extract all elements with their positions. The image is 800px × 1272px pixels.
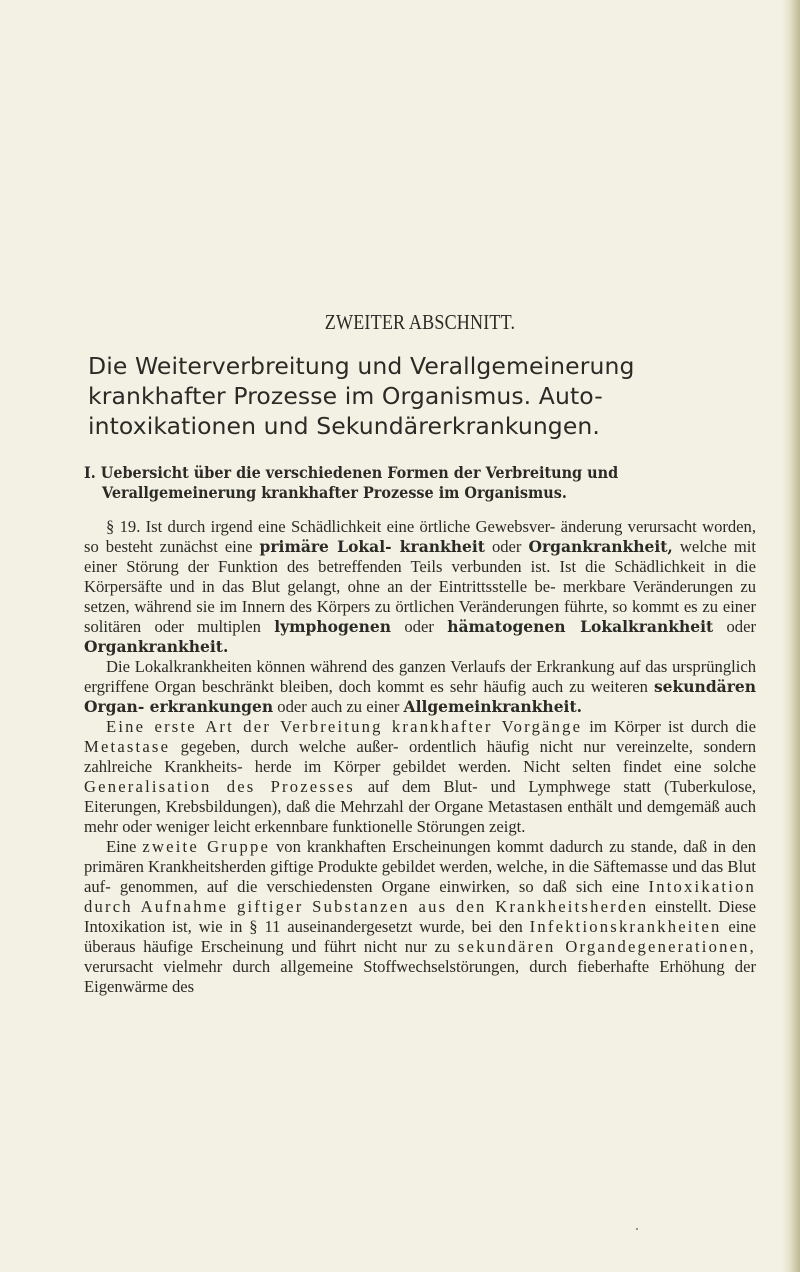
bold-term: sekundären Organ- erkrankungen [84,677,756,716]
spaced-term: zweite Gruppe [142,837,271,856]
text-run: einstellt. Diese Intoxikation ist, wie in § 11 auseinandergesetzt wurde, bei den [84,897,756,936]
text-run: verursacht vielmehr durch allgemeine Stoffwechselstörungen, durch fieberhafte Erhöhung der Eigenwärme des [84,957,756,996]
text-run: Die Lokalkrankheiten können während des ganzen Verlaufs der Erkrankung auf das ursprünglich ergriffene Organ beschränkt bleiben, doch kommt es sehr häufig auch zu weiteren [84,657,756,696]
spaced-term: Generalisation des Prozesses [84,777,355,796]
paragraph-19 [84,517,756,657]
subsection-title [84,463,755,503]
paragraph-lokalkrankheiten [84,657,756,717]
bold-term: Organkrankheit. [84,637,229,656]
text-run: oder [713,617,756,636]
subsection-title-line2: Verallgemeinerung krankhafter Prozesse im Organismus. [102,483,567,502]
text-run: § 19. Ist durch irgend eine Schädlichkeit eine örtliche Gewebsver- änderung verursacht worden, so besteht zunächst eine [84,517,756,556]
subsection-title-line1: I. Uebersicht über die verschiedenen Formen der Verbreitung und [84,463,619,482]
text-run: welche mit einer Störung der Funktion des betreffenden Teils verbunden ist. Ist die Schädlichkeit in die Körpersäfte und in das Blut gelangt, ohne an der Eintrittsstelle be- merkbare Veränderungen zu setzen, während sie im Innern des Körpers zu örtlichen Veränderungen führte, so kommt es zu einer solitären oder multiplen [84,537,756,636]
bold-term: primäre Lokal- krankheit [259,537,485,556]
bold-term: Organkrankheit, [528,537,673,556]
page-edge [782,0,800,1272]
bold-term: Allgemeinkrankheit. [403,697,583,716]
paragraph-intoxikation [84,837,756,997]
spaced-term: Eine erste Art der Verbreitung krankhafter Vorgänge [106,717,583,736]
text-run: gegeben, durch welche außer- ordentlich häufig nicht nur vereinzelte, sondern zahlreiche Krankheits- herde im Körper gebildet werden. Nicht selten findet eine solche [84,737,756,776]
spaced-term: Metastase [84,737,171,756]
paragraph-metastase [84,717,756,837]
text-run: Eine [106,837,143,856]
text-run: eine überaus häufige Erscheinung und führt nicht nur zu [84,917,756,956]
print-speck [636,1228,638,1230]
page-body [84,310,756,997]
text-run: auf dem Blut- und Lymphwege statt (Tuberkulose, Eiterungen, Krebsbildungen), daß die Mehrzahl der Organe Metastasen enthält und demgemäß auch mehr oder weniger leicht erkennbare funktionelle Störungen zeigt. [84,777,757,836]
chapter-title: Die Weiterverbreitung und Verallgemeinerung krankhafter Prozesse im Organismus. Auto- intoxikationen und Sekundärerkrankungen. [88,352,635,440]
text-run: oder [391,617,448,636]
bold-term: hämatogenen Lokalkrankheit [447,617,714,636]
bold-term: lymphogenen [274,617,392,636]
spaced-term: Infektionskrankheiten [529,917,722,936]
text-run: oder [484,537,529,556]
text-run: im Körper ist durch die [582,717,756,736]
spaced-term: Intoxikation durch Aufnahme giftiger Substanzen aus den Krankheitsherden [84,877,756,916]
text-run: oder auch zu einer [273,697,404,716]
text-run: von krankhaften Erscheinungen kommt dadurch zu stande, daß in den primären Krankheitsherden giftige Produkte gebildet werden, welche, in die Säftemasse und das Blut auf- genommen, auf die verschiedensten Organe einwirken, so daß sich eine [84,837,756,896]
section-heading: ZWEITER ABSCHNITT. [324,310,516,334]
spaced-term: sekundären Organdegenerationen, [457,937,756,956]
